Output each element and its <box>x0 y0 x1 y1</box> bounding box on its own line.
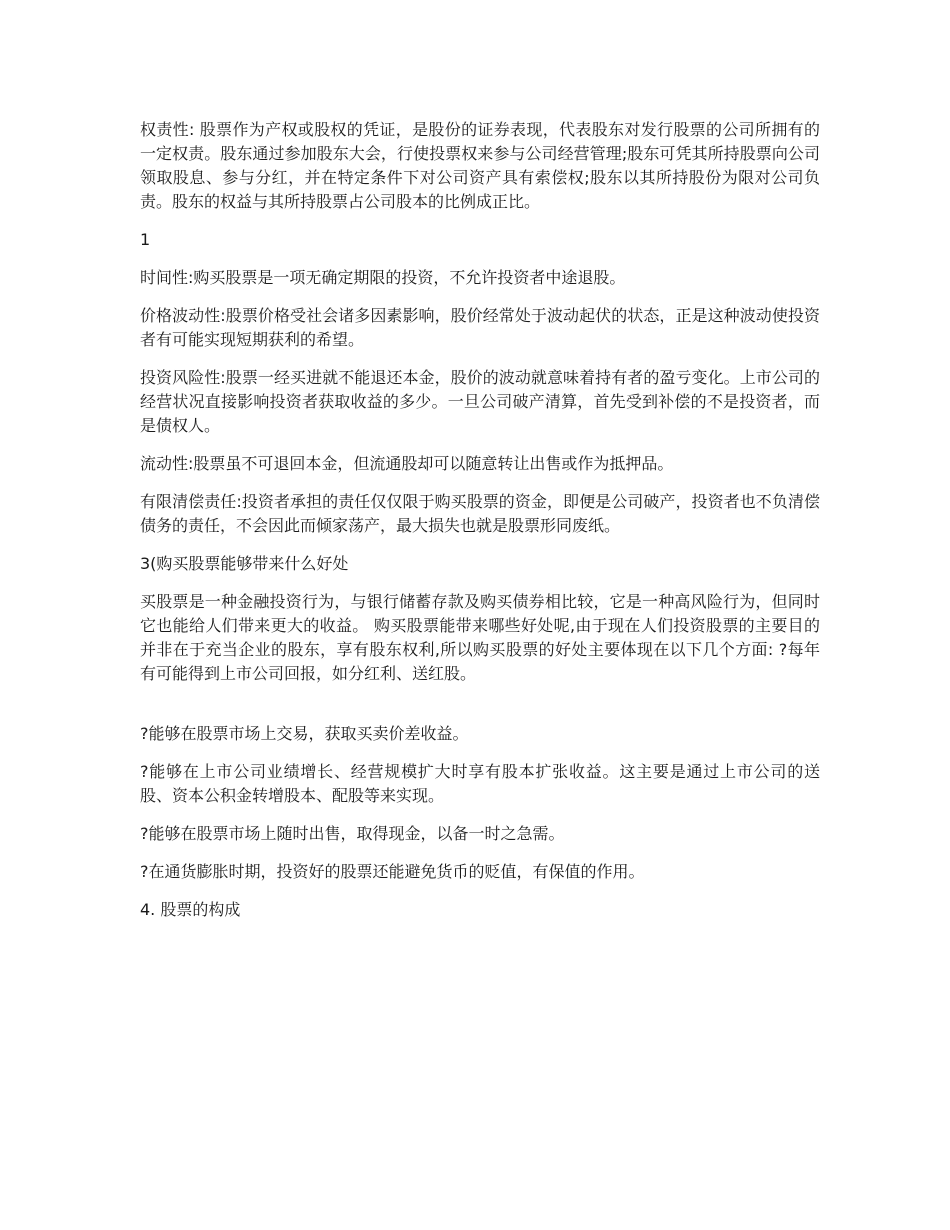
benefit-item-inflation: ?在通货膨胀时期，投资好的股票还能避免货币的贬值，有保值的作用。 <box>140 862 645 881</box>
paragraph-benefits-intro: 买股票是一种金融投资行为，与银行储蓄存款及购买债券相比较，它是一种高风险行为，但同时它也能给人们带来更大的收益。 购买股票能带来哪些好处呢,由于现在人们投资股票的主要目的并非在于充当企业的股东，享有股东权利,所以购买股票的好处主要体现在以下几个方面: ?每年有可能得到上市公司回报，如分红利、送红股。 <box>140 592 820 683</box>
benefit-item-cash: ?能够在股票市场上随时出售，取得现金，以备一时之急需。 <box>140 824 565 843</box>
paragraph-price-volatility: 价格波动性:股票价格受社会诸多因素影响，股价经常处于波动起伏的状态，正是这种波动使投资者有可能实现短期获利的希望。 <box>140 306 820 349</box>
benefit-item-trading: ?能够在股票市场上交易，获取买卖价差收益。 <box>140 724 469 743</box>
document-page <box>140 118 820 936</box>
paragraph-liquidity: 流动性:股票虽不可退回本金，但流通股却可以随意转让出售或作为抵押品。 <box>140 454 674 473</box>
section-heading-composition: 4. 股票的构成 <box>140 900 241 919</box>
paragraph-rights: 权责性: 股票作为产权或股权的凭证，是股份的证券表现，代表股东对发行股票的公司所拥有的一定权责。股东通过参加股东大会，行使投票权来参与公司经营管理;股东可凭其所持股票向公司领取股息、参与分红，并在特定条件下对公司资产具有索偿权;股东以其所持股份为限对公司负责。股东的权益与其所持股票占公司股本的比例成正比。 <box>140 120 820 211</box>
paragraph-investment-risk: 投资风险性:股票一经买进就不能退还本金，股价的波动就意味着持有者的盈亏变化。上市公司的经营状况直接影响投资者获取收益的多少。一旦公司破产清算，首先受到补偿的不是投资者，而是债权人。 <box>140 368 820 435</box>
benefit-item-expansion: ?能够在上市公司业绩增长、经营规模扩大时享有股本扩张收益。这主要是通过上市公司的送股、资本公积金转增股本、配股等来实现。 <box>140 762 820 805</box>
section-heading-benefits: 3(购买股票能够带来什么好处 <box>140 554 349 573</box>
paragraph-limited-liability: 有限清偿责任:投资者承担的责任仅仅限于购买股票的资金，即便是公司破产，投资者也不负清偿债务的责任，不会因此而倾家荡产，最大损失也就是股票形同废纸。 <box>140 492 820 535</box>
paragraph-time: 时间性:购买股票是一项无确定期限的投资，不允许投资者中途退股。 <box>140 268 626 287</box>
page-number: 1 <box>140 230 151 249</box>
